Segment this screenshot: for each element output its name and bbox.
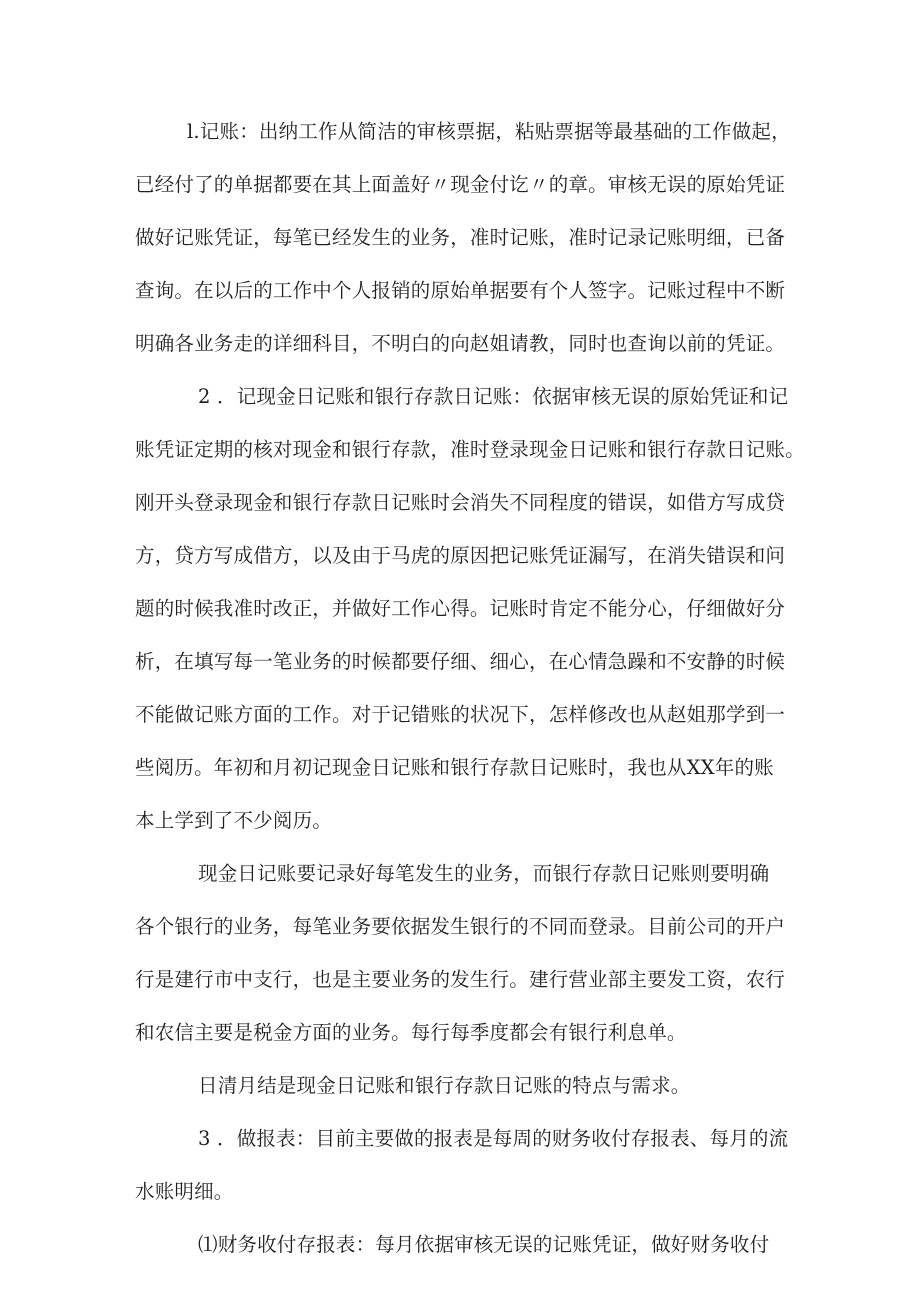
text-line: 本上学到了不少阅历。 <box>135 809 333 832</box>
text-line: 账凭证定期的核对现金和银行存款，准时登录现金日记账和银行存款日记账。 <box>135 438 805 461</box>
text-line: 方，贷方写成借方，以及由于马虎的原因把记账凭证漏写，在消失错误和问 <box>135 544 786 567</box>
text-line: 明确各业务走的详细科目，不明白的向赵姐请教，同时也查询以前的凭证。 <box>135 332 786 355</box>
text-line: 各个银行的业务，每笔业务要依据发生银行的不同而登录。目前公司的开户 <box>135 915 786 938</box>
text-line: 3 ．做报表：目前主要做的报表是每周的财务收付存报表、每月的流 <box>198 1127 789 1150</box>
text-line: 析，在填写每一笔业务的时候都要仔细、细心，在心情急躁和不安静的时候 <box>135 650 786 673</box>
text-line: 做好记账凭证，每笔已经发生的业务，准时记账，准时记录记账明细，已备 <box>135 226 786 249</box>
text-line: 行是建行市中支行，也是主要业务的发生行。建行营业部主要发工资，农行 <box>135 968 786 991</box>
text-line: 些阅历。年初和月初记现金日记账和银行存款日记账时，我也从XX年的账 <box>135 756 774 779</box>
text-line: ⑴财务收付存报表：每月依据审核无误的记账凭证，做好财务收付 <box>198 1233 770 1256</box>
text-line: 日清月结是现金日记账和银行存款日记账的特点与需求。 <box>198 1074 691 1097</box>
text-line: l.记账：出纳工作从简洁的审核票据，粘贴票据等最基础的工作做起， <box>187 120 791 143</box>
text-line: 不能做记账方面的工作。对于记错账的状况下，怎样修改也从赵姐那学到一 <box>135 703 786 726</box>
text-line: 刚开头登录现金和银行存款日记账时会消失不同程度的错误，如借方写成贷 <box>135 491 786 514</box>
text-line: 现金日记账要记录好每笔发生的业务，而银行存款日记账则要明确 <box>198 862 770 885</box>
text-line: 查询。在以后的工作中个人报销的原始单据要有个人签字。记账过程中不断 <box>135 279 786 302</box>
text-line: 2 ．记现金日记账和银行存款日记账：依据审核无误的原始凭证和记 <box>198 385 789 408</box>
text-line: 和农信主要是税金方面的业务。每行每季度都会有银行利息单。 <box>135 1021 687 1044</box>
text-line: 题的时候我准时改正，并做好工作心得。记账时肯定不能分心，仔细做好分 <box>135 597 786 620</box>
text-line: 已经付了的单据都要在其上面盖好〃现金付讫〃的章。审核无误的原始凭证 <box>135 173 786 196</box>
text-line: 水账明细。 <box>135 1180 234 1203</box>
